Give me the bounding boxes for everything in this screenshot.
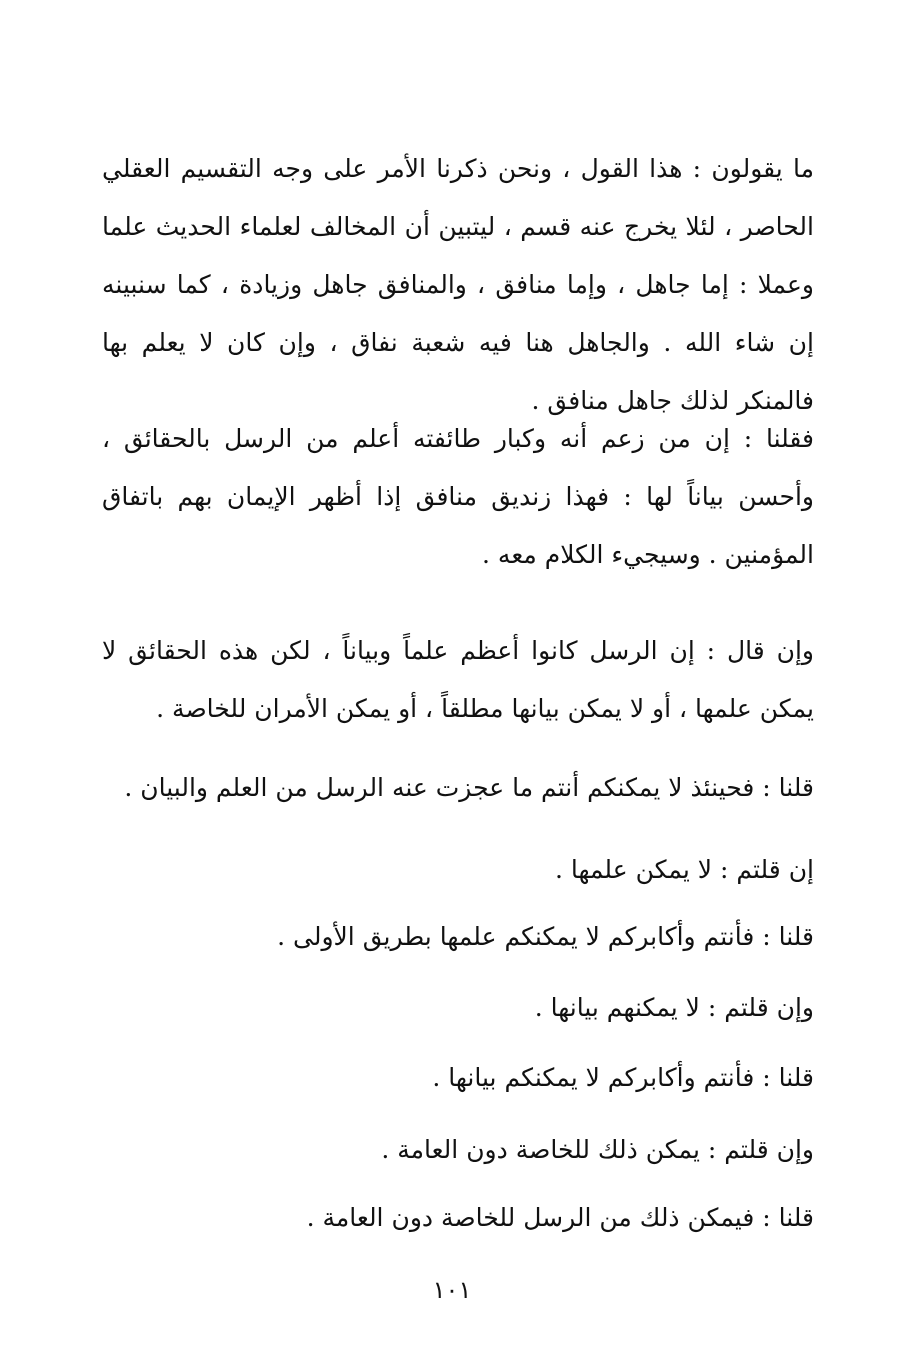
- paragraph-text: فقلنا : إن من زعم أنه وكبار طائفته أعلم من الرسل بالحقائق ، وأحسن بياناً لها : فهذا زنديق منافق إذا أظهر الإيمان بهم باتفاق المؤمنين . وسيجيء الكلام معه .: [102, 424, 814, 569]
- text-line-2: إن قلتم : لا يمكن علمها .: [554, 855, 814, 884]
- text-line-5: قلنا : فأنتم وأكابركم لا يمكنكم بيانها .: [432, 1063, 814, 1092]
- text-line-4: وإن قلتم : لا يمكنهم بيانها .: [534, 993, 814, 1022]
- text-line-1: قلنا : فحينئذ لا يمكنكم أنتم ما عجزت عنه الرسل من العلم والبيان .: [124, 773, 814, 802]
- paragraph-text: وإن قال : إن الرسل كانوا أعظم علماً وبياناً ، لكن هذه الحقائق لا يمكن علمها ، أو لا يمكن بيانها مطلقاً ، أو يمكن الأمران للخاصة .: [102, 636, 814, 723]
- paragraph-text: ما يقولون : هذا القول ، ونحن ذكرنا الأمر على وجه التقسيم العقلي الحاصر ، لئلا يخرج عنه قسم ، ليتبين أن المخالف لعلماء الحديث علما وعملا : إما جاهل ، وإما منافق ، والمنافق جاهل وزيادة ، كما سنبينه إن شاء الله . والجاهل هنا فيه شعبة نفاق ، وإن كان لا يعلم بها فالمنكر لذلك جاهل منافق .: [102, 154, 814, 415]
- text-line-6: وإن قلتم : يمكن ذلك للخاصة دون العامة .: [381, 1135, 814, 1164]
- text-line-3: قلنا : فأنتم وأكابركم لا يمكنكم علمها بطريق الأولى .: [277, 922, 814, 951]
- text-line-7: قلنا : فيمكن ذلك من الرسل للخاصة دون العامة .: [306, 1203, 814, 1232]
- paragraph-2: [102, 410, 814, 584]
- page-number: ١٠١: [432, 1276, 472, 1304]
- paragraph-3: [102, 622, 814, 738]
- paragraph-1: [102, 140, 814, 430]
